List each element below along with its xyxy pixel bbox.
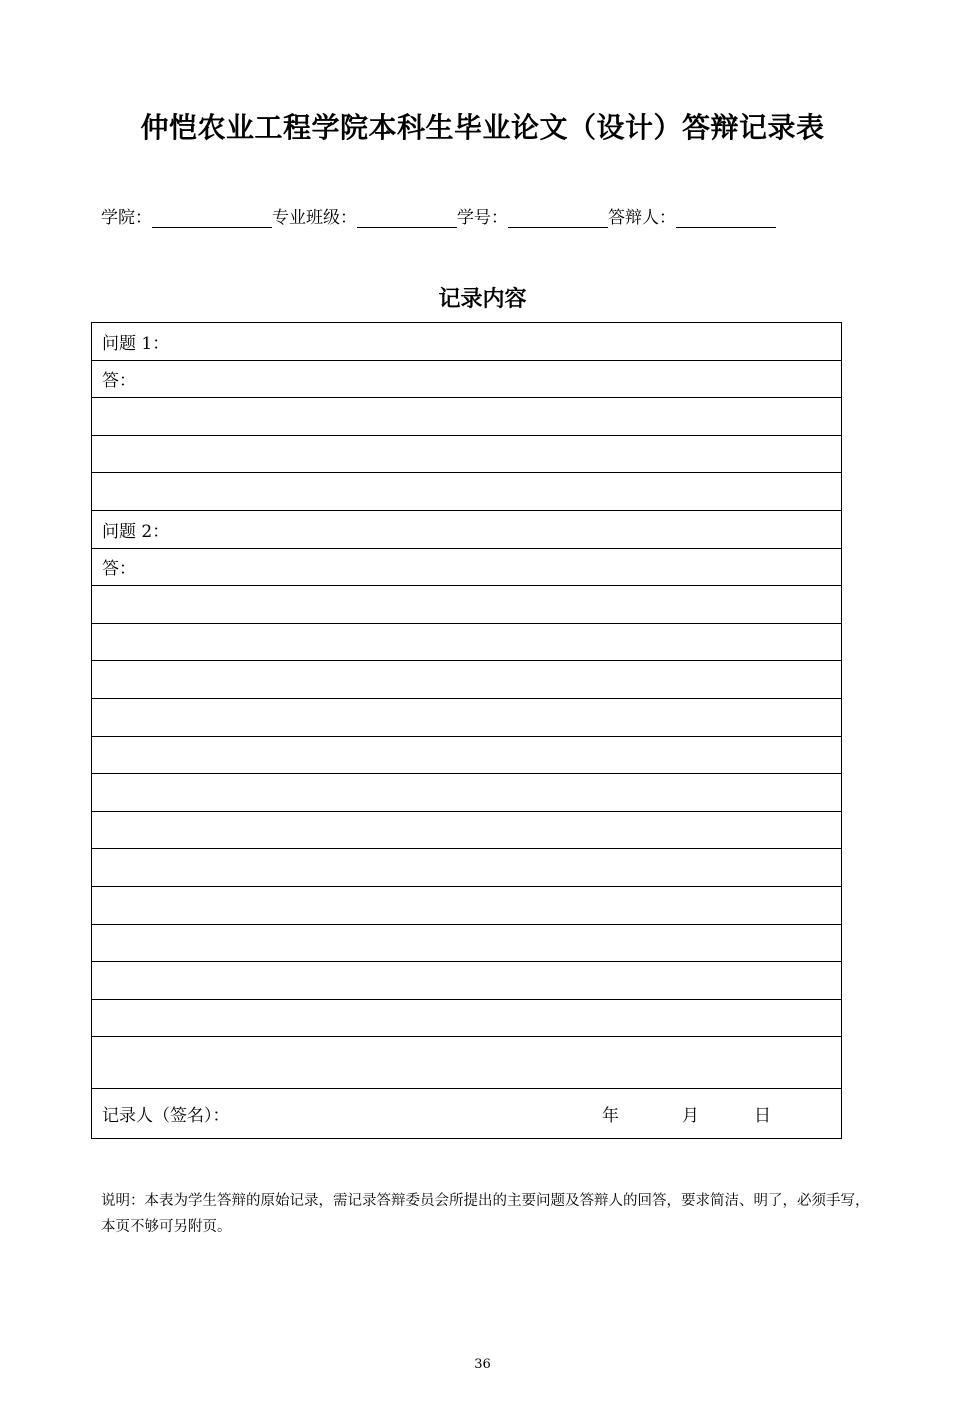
blank-row: [92, 661, 842, 699]
major-class-blank: [357, 207, 457, 228]
document-title: 仲恺农业工程学院本科生毕业论文（设计）答辩记录表: [140, 111, 825, 144]
question1-label: 问题 1：: [92, 323, 842, 361]
blank-row: [92, 435, 842, 473]
table-row: [92, 774, 842, 812]
student-info-line: [101, 198, 776, 228]
college-label: 学院：: [101, 208, 152, 228]
table-row: [92, 924, 842, 962]
answer1-label: 答：: [92, 360, 842, 398]
table-row: [92, 473, 842, 511]
major-class-label: 专业班级：: [272, 208, 357, 228]
table-row: [92, 510, 842, 548]
table-row: [92, 849, 842, 887]
table-row: [92, 586, 842, 624]
signature-cell: [92, 1089, 842, 1139]
blank-row: [92, 962, 842, 1000]
table-row: [92, 360, 842, 398]
blank-row: [92, 999, 842, 1037]
table-row: [92, 398, 842, 436]
table-row: [92, 736, 842, 774]
table-row: [92, 623, 842, 661]
table-row: [92, 435, 842, 473]
question2-label: 问题 2：: [92, 510, 842, 548]
signature-date: [602, 1089, 771, 1138]
table-row: [92, 548, 842, 586]
table-row: [92, 811, 842, 849]
blank-row: [92, 623, 842, 661]
record-table: [91, 322, 842, 1139]
defender-blank: [676, 207, 776, 228]
instruction-note: 说明：本表为学生答辩的原始记录，需记录答辩委员会所提出的主要问题及答辩人的回答，要求简洁、明了，必须手写，本页不够可另附页。: [101, 1193, 870, 1235]
blank-row: [92, 924, 842, 962]
student-id-label: 学号：: [457, 208, 508, 228]
blank-row: [92, 849, 842, 887]
blank-row: [92, 398, 842, 436]
table-row: [92, 698, 842, 736]
answer2-label: 答：: [92, 548, 842, 586]
student-id-blank: [508, 207, 608, 228]
recorder-label: 记录人（签名）：: [102, 1106, 230, 1127]
day-label: 日: [754, 1106, 771, 1127]
blank-row: [92, 886, 842, 924]
blank-row: [92, 698, 842, 736]
blank-row: [92, 473, 842, 511]
table-row: [92, 1037, 842, 1089]
page-number: 36: [474, 1357, 491, 1372]
section-title: 记录内容: [438, 287, 527, 312]
table-row: [92, 886, 842, 924]
table-row: [92, 962, 842, 1000]
year-label: 年: [602, 1106, 619, 1127]
table-row: [92, 323, 842, 361]
blank-row: [92, 1037, 842, 1089]
blank-row: [92, 811, 842, 849]
table-row: [92, 999, 842, 1037]
college-blank: [152, 207, 272, 228]
signature-row: [92, 1089, 842, 1139]
blank-row: [92, 736, 842, 774]
month-label: 月: [682, 1106, 699, 1127]
defender-label: 答辩人：: [608, 208, 676, 228]
blank-row: [92, 774, 842, 812]
table-row: [92, 661, 842, 699]
blank-row: [92, 586, 842, 624]
